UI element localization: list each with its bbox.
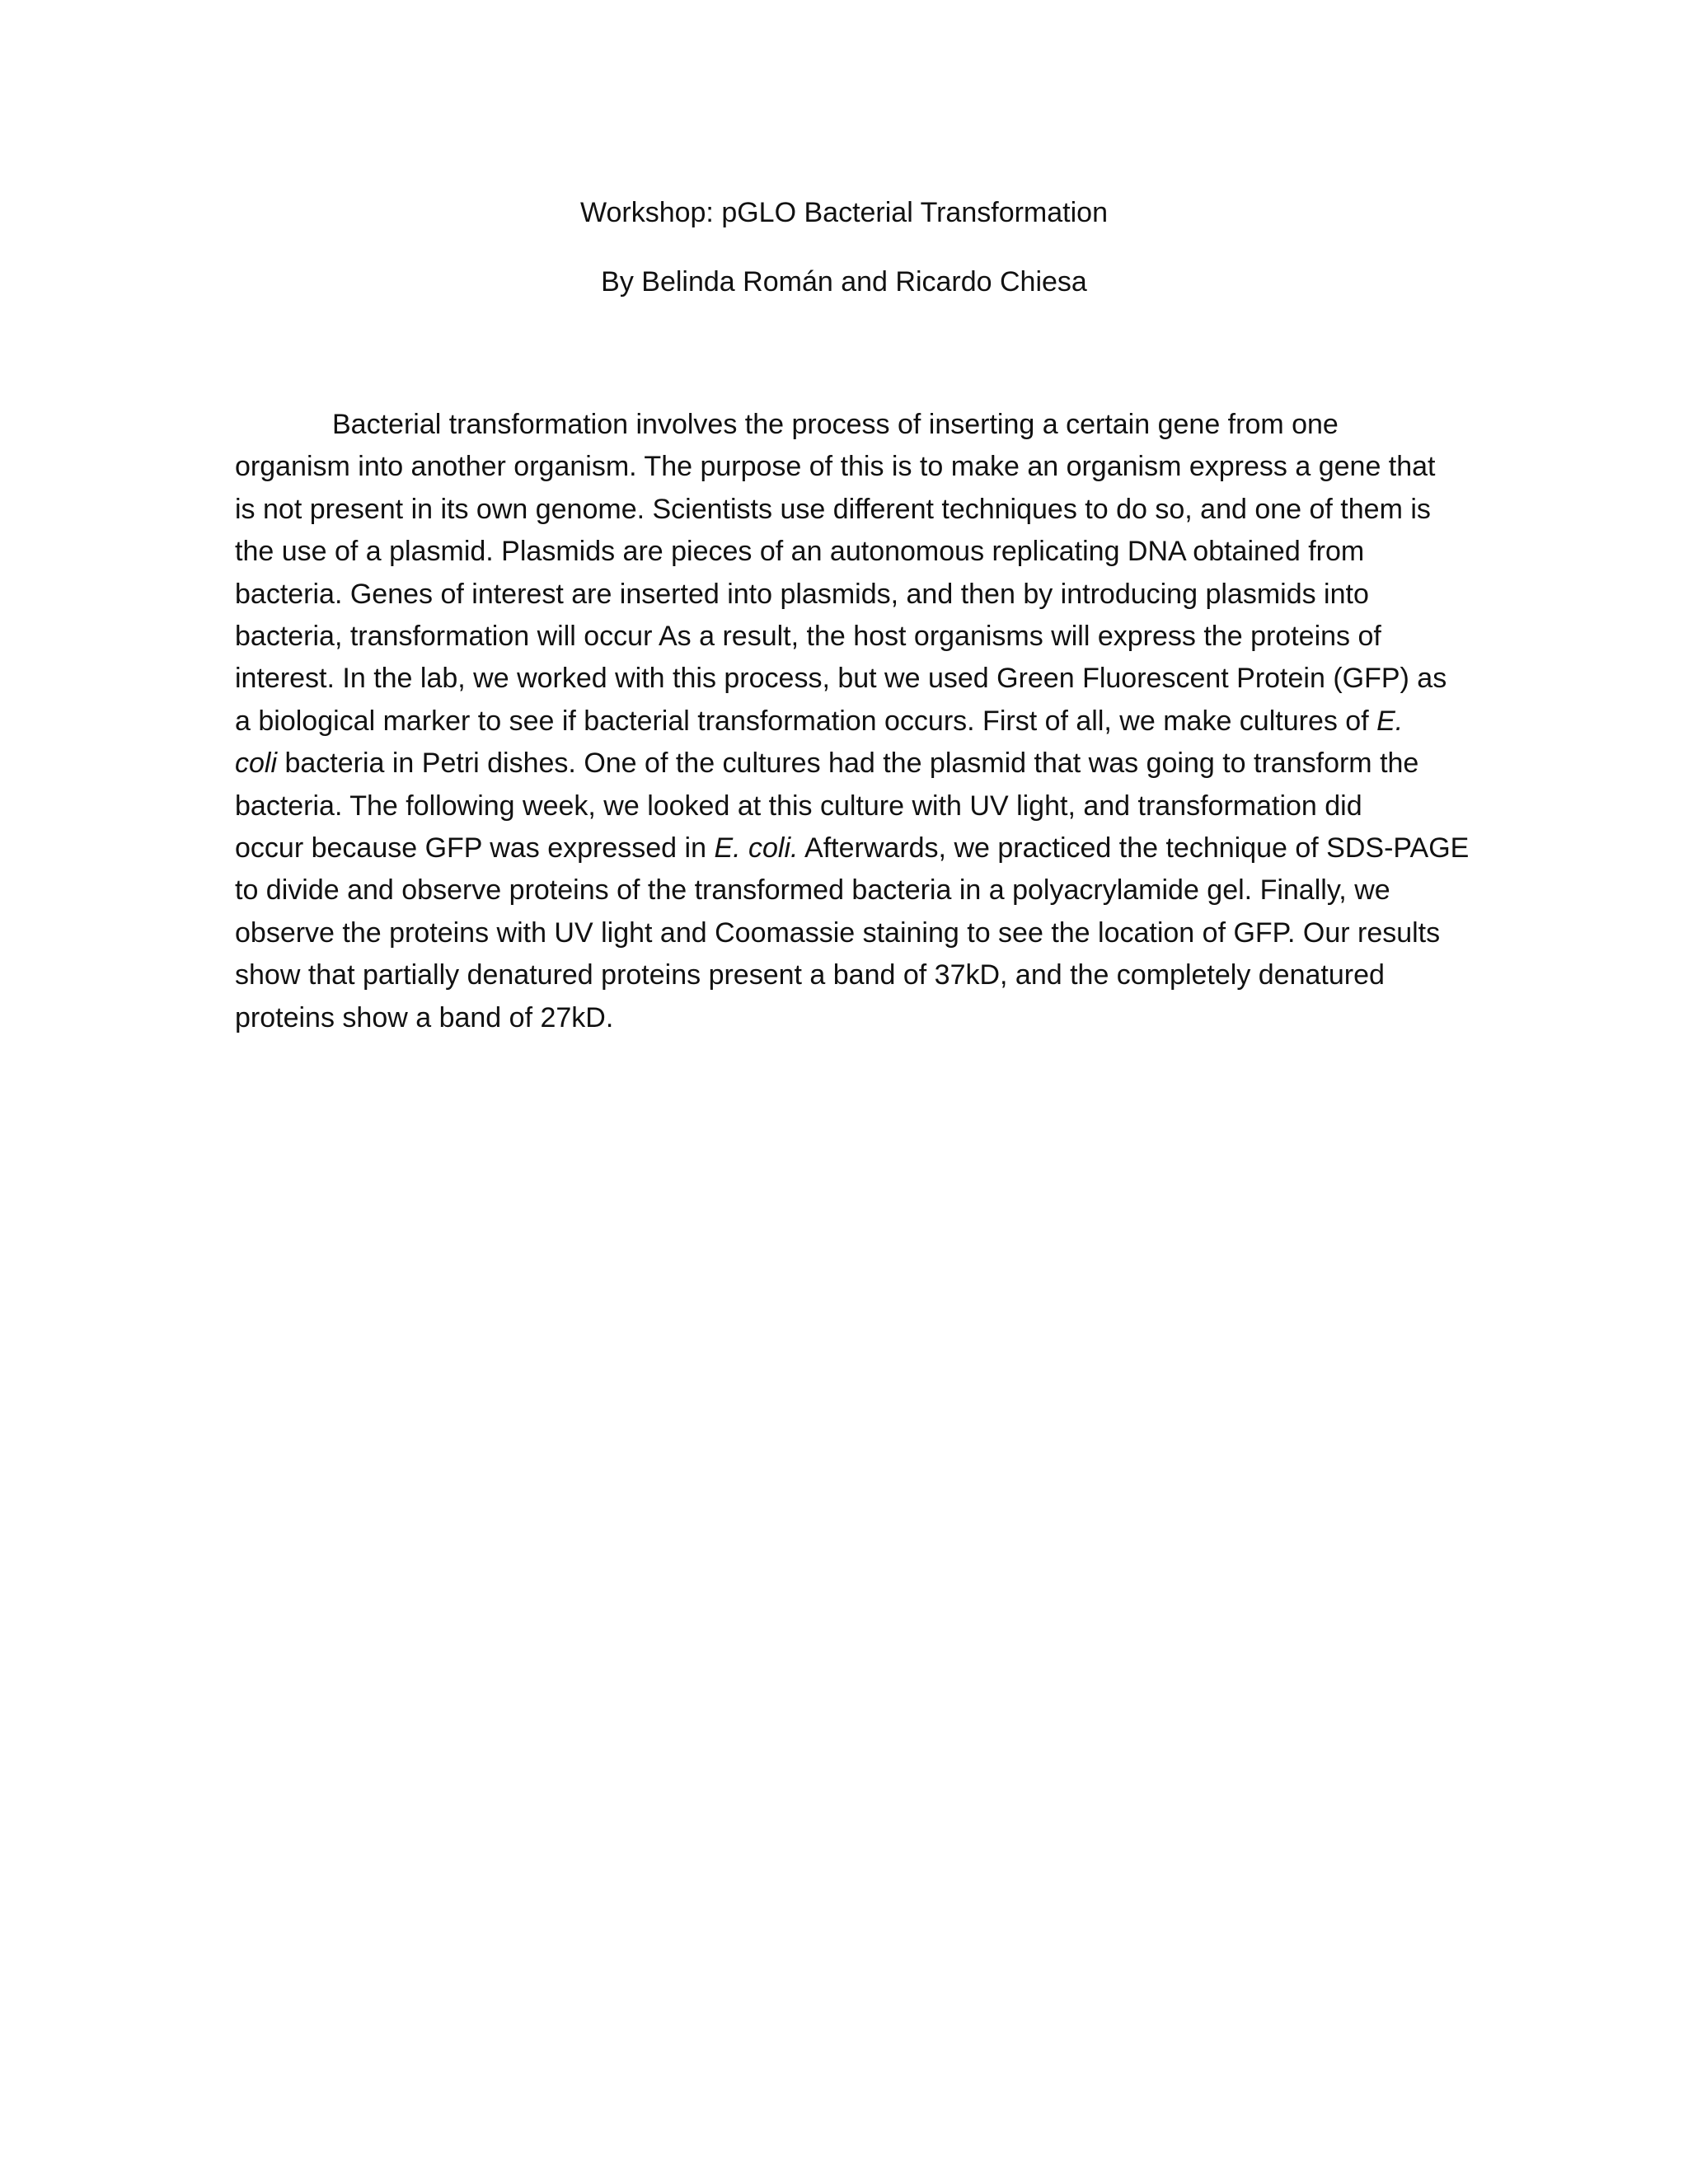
abstract-line bbox=[235, 531, 1455, 573]
text-segment: the use of a plasmid. Plasmids are pieces of an autonomous replicating DNA obtained from bbox=[235, 536, 1365, 568]
text-segment: bacteria. The following week, we looked at this culture with UV light, and transformation did bbox=[235, 790, 1362, 822]
abstract-line bbox=[235, 404, 1455, 446]
text-segment: a biological marker to see if bacterial transformation occurs. First of all, we make cultures of bbox=[235, 705, 1377, 737]
text-segment: show that partially denatured proteins present a band of 37kD, and the completely denatured bbox=[235, 959, 1385, 991]
abstract-line bbox=[235, 785, 1455, 827]
text-segment: observe the proteins with UV light and Coomassie staining to see the location of GFP. Our results bbox=[235, 916, 1441, 949]
abstract-line bbox=[235, 954, 1455, 996]
text-segment: Afterwards, we practiced the technique of SDS-PAGE bbox=[798, 832, 1470, 865]
text-segment: organism into another organism. The purpose of this is to make an organism express a gene that bbox=[235, 451, 1436, 483]
abstract-paragraph bbox=[235, 404, 1470, 1039]
italic-text: E. coli. bbox=[714, 832, 799, 865]
text-segment: interest. In the lab, we worked with this process, but we used Green Fluorescent Protein (GFP) as bbox=[235, 663, 1447, 695]
italic-text: E. bbox=[1376, 705, 1404, 737]
abstract-line bbox=[235, 997, 1455, 1039]
abstract-line bbox=[235, 912, 1455, 954]
text-segment: Bacterial transformation involves the process of inserting a certain gene from one bbox=[332, 409, 1339, 440]
abstract-line bbox=[235, 616, 1455, 658]
abstract-line bbox=[235, 446, 1455, 488]
document-title: Workshop: pGLO Bacterial Transformation bbox=[580, 197, 1108, 228]
text-segment: proteins show a band of 27kD. bbox=[235, 1001, 614, 1033]
abstract-line bbox=[235, 574, 1455, 616]
text-segment: bacteria. Genes of interest are inserted into plasmids, and then by introducing plasmids into bbox=[235, 578, 1369, 610]
abstract-line bbox=[235, 827, 1470, 869]
abstract-line bbox=[235, 869, 1455, 912]
text-segment: occur because GFP was expressed in bbox=[235, 832, 715, 865]
text-segment: to divide and observe proteins of the transformed bacteria in a polyacrylamide gel. Finally, we bbox=[235, 874, 1390, 907]
text-segment: bacteria in Petri dishes. One of the cultures had the plasmid that was going to transform the bbox=[277, 748, 1419, 780]
abstract-line bbox=[235, 743, 1455, 785]
italic-text: coli bbox=[235, 748, 278, 780]
abstract-line bbox=[235, 658, 1455, 700]
text-segment: bacteria, transformation will occur As a result, the host organisms will express the proteins of bbox=[235, 621, 1381, 653]
document-byline: By Belinda Román and Ricardo Chiesa bbox=[601, 266, 1087, 298]
text-segment: is not present in its own genome. Scientists use different techniques to do so, and one of them is bbox=[235, 493, 1431, 525]
abstract-line bbox=[235, 489, 1455, 531]
abstract-line bbox=[235, 701, 1455, 743]
